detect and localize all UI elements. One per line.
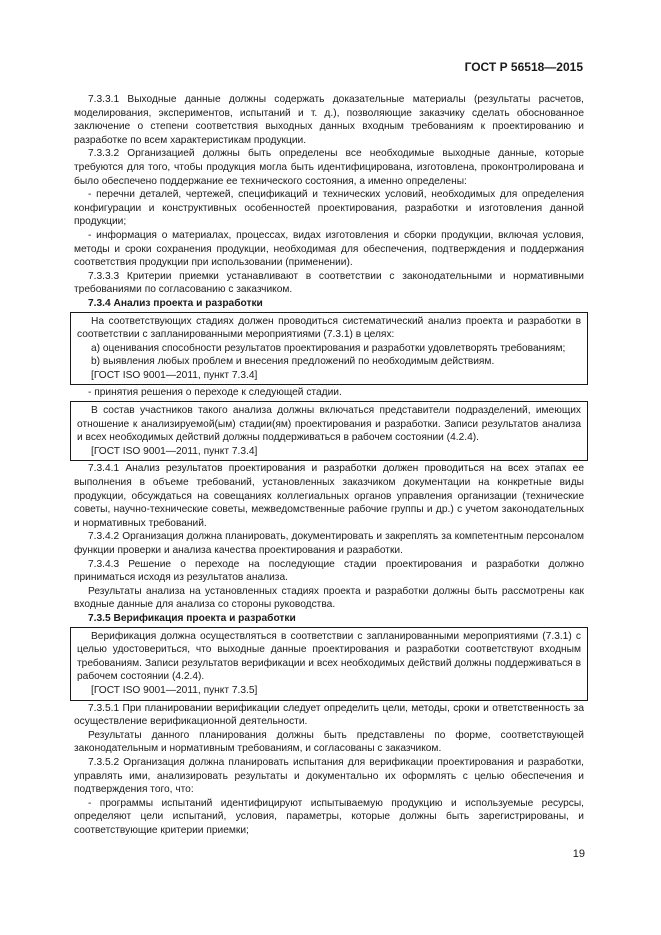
page-body (74, 93, 584, 837)
clause-7-3-4-1: 7.3.4.1 Анализ результатов проектирования и разработки должен проводиться на всех этапах ее выполнения в объеме требований, установленных заказчиком документации на конкретные виды продукции, обсуждаться на совещаниях коллегиальных органов управления организации (технические советы, научно-технические советы, межведомственные рабочие группы и др.) с учетом законодательных и нормативных требований. (74, 463, 584, 529)
clause-7-3-5-1: 7.3.5.1 При планировании верификации следует определить цели, методы, сроки и ответственность за осуществление верификационной деятельности. (74, 702, 584, 728)
quoted-standard-box (70, 401, 588, 461)
standard-reference: [ГОСТ ISO 9001—2011, пункт 7.3.4] (91, 369, 258, 381)
list-item: - информация о материалах, процессах, видах изготовления и сборки продукции, включая условия, методы и сроки сохранения продукции, необходимая для обеспечения, подтверждения и поддержания соответствия продукции при использовании (применении). (74, 229, 584, 269)
quoted-standard-box (70, 312, 588, 386)
clause-7-3-3-3: 7.3.3.3 Критерии приемки устанавливают в соответствии с законодательными и нормативными требованиями по согласованию с заказчиком. (74, 270, 584, 296)
paragraph: Результаты данного планирования должны быть представлены по форме, соответствующей законодательным и нормативным требованиям, и согласованы с заказчиком. (74, 729, 584, 755)
list-item: - программы испытаний идентифицируют испытываемую продукцию и используемые ресурсы, определяют цели испытаний, условия, параметры, которые должны быть зарегистрированы, и соответствующие критерии приемки; (74, 797, 584, 836)
quoted-standard-box (70, 627, 588, 701)
clause-7-3-4-2: 7.3.4.2 Организация должна планировать, документировать и закреплять за компетентным персоналом функции проверки и анализа качества проектирования и разработки. (74, 531, 584, 556)
standard-reference: [ГОСТ ISO 9001—2011, пункт 7.3.4] (91, 445, 258, 457)
clause-7-3-4-3: 7.3.4.3 Решение о переходе на последующие стадии проектирования и разработки должно приниматься исходя из результатов анализа. (74, 558, 584, 584)
standard-reference: [ГОСТ ISO 9001—2011, пункт 7.3.5] (91, 684, 258, 696)
quote-text: Верификация должна осуществляться в соответствии с запланированными мероприятиями (7.3.1) с целью удостовериться, что выходные данные проектирования и разработки соответствуют входным требованиям. Записи результатов верификации и всех необходимых действий должны поддерживаться в рабочем состоянии (4.2.4). (77, 630, 581, 683)
section-heading-7-3-5: 7.3.5 Верификация проекта и разработки (88, 612, 296, 624)
clause-7-3-5-2: 7.3.5.2 Организация должна планировать испытания для верификации проектирования и разработки, управлять ими, анализировать результаты и документально их оформлять с целью обеспечения и подтверждения того, что: (74, 756, 584, 796)
page-number: 19 (572, 848, 585, 860)
list-item: - принятия решения о переходе к следующей стадии. (88, 387, 342, 399)
list-item: - перечни деталей, чертежей, спецификаций и технических условий, необходимых для определения конфигурации и конструктивных особенностей проектирования, разработки и изготовления данной продукции; (74, 189, 584, 228)
section-heading-7-3-4: 7.3.4 Анализ проекта и разработки (88, 297, 263, 309)
list-item: b) выявления любых проблем и внесения предложений по необходимым действиям. (91, 356, 495, 368)
paragraph: Результаты анализа на установленных стадиях проекта и разработки должны быть рассмотрены как входные данные для анализа со стороны руководства. (74, 585, 584, 611)
clause-7-3-3-1: 7.3.3.1 Выходные данные должны содержать доказательные материалы (результаты расчетов, моделирования, экспериментов, испытаний и т. д.), позволяющие заказчику сделать обоснованное заключение о степени соответствия выходных данных входным требованиям к проектированию и разработке по всем характеристикам продукции. (74, 94, 584, 146)
clause-7-3-3-2: 7.3.3.2 Организацией должны быть определены все необходимые выходные данные, которые требуются для того, чтобы продукция могла быть идентифицирована, изготовлена, проконтролирована и было обеспечено поддержание ее технического состояния, а именно определены: (74, 148, 584, 187)
quote-text: В состав участников такого анализа должны включаться представители подразделений, имеющих отношение к анализируемой(ым) стадии(ям) проектирования и разработки. Записи результатов анализа и всех необходимых действий должны поддерживаться в рабочем состоянии (4.2.4). (77, 405, 581, 444)
list-item: a) оценивания способности результатов проектирования и разработки удовлетворять требованиям; (91, 342, 566, 354)
quote-text: На соответствующих стадиях должен проводиться систематический анализ проекта и разработки в соответствии с запланированными мероприятиями (7.3.1) в целях: (77, 315, 581, 341)
document-code: ГОСТ Р 56518—2015 (464, 60, 583, 74)
